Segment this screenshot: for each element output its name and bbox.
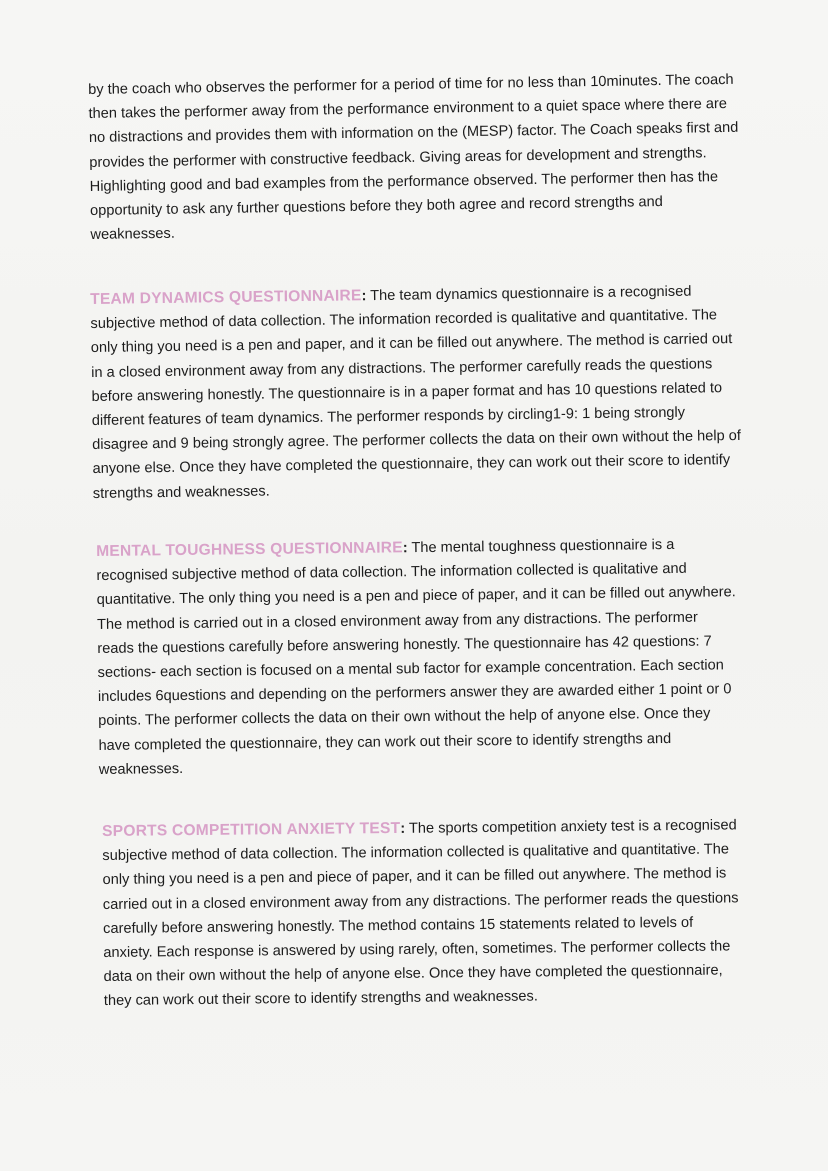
team-dynamics-heading: TEAM DYNAMICS QUESTIONNAIRE	[90, 287, 362, 308]
team-dynamics-paragraph	[90, 279, 743, 506]
sports-anxiety-paragraph	[102, 813, 744, 1013]
mental-toughness-paragraph	[96, 532, 739, 782]
team-dynamics-colon: :	[361, 288, 367, 305]
team-dynamics-body: The team dynamics questionnaire is a recognised subjective method of data collection. The information recorded is qualitative and quantitative. The only thing you need is a pen and paper, and it can be filled out anywhere. The method is carried out in a closed environment away from any distractions. The performer carefully reads the questions before answering honestly. The questionnaire is in a paper format and has 10 questions related to different features of team dynamics. The performer responds by circling1-9: 1 being strongly disagree and 9 being strongly agree. The performer collects the data on their own without the help of anyone else. Once they have completed the questionnaire, they can work out their score to identify strengths and weaknesses.	[90, 283, 741, 502]
mental-toughness-body: The mental toughness questionnaire is a recognised subjective method of data collection. The information collected is qualitative and quantitative. The only thing you need is a pen and piece of paper, and it can be filled out anywhere. The method is carried out in a closed environment away from any distractions. The performer reads the questions carefully before answering honestly. The questionnaire has 42 questions: 7 sections- each section is focused on a mental sub factor for example concentration. Each section includes 6questions and depending on the performers answer they are awarded either 1 point or 0 points. The performer collects the data on their own without the help of anyone else. Once they have completed the questionnaire, they can work out their score to identify strengths and weaknesses.	[96, 536, 736, 778]
sports-anxiety-colon: :	[400, 820, 406, 837]
section-mental-toughness	[96, 532, 739, 782]
mental-toughness-colon: :	[402, 540, 408, 557]
intro-body: by the coach who observes the performer for a period of time for no less than 10minutes. The coach then takes the performer away from the performance environment to a quiet space where there are no distractions and provides them with information on the (MESP) factor. The Coach speaks first and provides the performer with constructive feedback. Giving areas for development and strengths. Highlighting good and bad examples from the performance observed. The performer then has the opportunity to ask any further questions before they both agree and record strengths and weaknesses.	[88, 71, 739, 244]
mental-toughness-heading: MENTAL TOUGHNESS QUESTIONNAIRE	[96, 539, 403, 560]
section-team-dynamics	[90, 279, 743, 506]
intro-paragraph	[88, 68, 741, 248]
section-sports-competition-anxiety	[102, 813, 744, 1013]
sports-anxiety-body: The sports competition anxiety test is a recognised subjective method of data collection. The information collected is qualitative and quantitative. The only thing you need is a pen and piece of paper, and it can be filled out anywhere. The method is carried out in a closed environment away from any distractions. The performer reads the questions carefully before answering honestly. The method contains 15 statements related to levels of anxiety. Each response is answered by using rarely, often, sometimes. The performer collects the data on their own without the help of anyone else. Once they have completed the questionnaire, they can work out their score to identify strengths and weaknesses.	[102, 817, 739, 1010]
sports-anxiety-heading: SPORTS COMPETITION ANXIETY TEST	[102, 819, 401, 840]
